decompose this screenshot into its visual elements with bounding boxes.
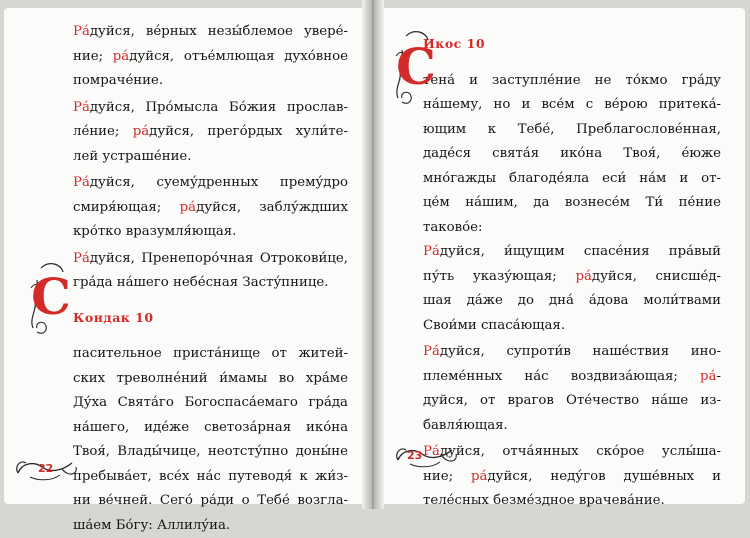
text-line: Ра́дуйся, отча́янных ско́рое услы́ша- bbox=[423, 440, 721, 465]
text-line: мно́гажды благоде́яла еси́ на́м и от- bbox=[423, 167, 721, 192]
text-line: теле́сных безме́здное врачева́ние. bbox=[423, 489, 721, 514]
text-line: помраче́ние. bbox=[73, 69, 348, 94]
right-text-column bbox=[423, 26, 721, 516]
text-line: пребыва́ет, все́х на́с путеводя́ к жи́з- bbox=[73, 465, 348, 490]
paragraph bbox=[423, 240, 721, 338]
text-line: бавля́ющая. bbox=[423, 414, 721, 439]
text-line: ле́ние; ра́дуйся, прего́рдых хули́те- bbox=[73, 120, 348, 145]
text-line: ша́ем Бо́гу: Аллилу́иа. bbox=[73, 514, 348, 538]
text-line: Ра́дуйся, Про́мысла Бо́жия прослав- bbox=[73, 96, 348, 121]
left-text-column bbox=[73, 20, 348, 538]
text-line: ние; ра́дуйся, неду́гов душе́вных и bbox=[423, 465, 721, 490]
paragraph bbox=[73, 171, 348, 245]
text-line: пу́ть указу́ющая; ра́дуйся, снисше́д- bbox=[423, 265, 721, 290]
text-line: ских треволне́ний и́мамы во хра́ме bbox=[73, 367, 348, 392]
text-line: на́шему, но и все́м с ве́рою притека́- bbox=[423, 93, 721, 118]
text-line: Ду́ха Свята́го Богоспаса́емаго гра́да bbox=[73, 391, 348, 416]
text-line: тена́ и заступле́ние не то́кмо гра́ду bbox=[423, 69, 721, 94]
ornamental-initial-icon bbox=[27, 258, 71, 338]
text-line: шая да́же до дна́ а́дова моли́твами bbox=[423, 289, 721, 314]
text-line: Свои́ми спаса́ющая. bbox=[423, 314, 721, 339]
page-number-left: 22 bbox=[38, 462, 53, 475]
ikos-dropcap: С bbox=[396, 37, 436, 96]
text-line: даде́ся свята́я ико́на Твоя́, е́юже bbox=[423, 142, 721, 167]
text-line: ющим к Тебе́, Преблагослове́нная, bbox=[423, 118, 721, 143]
text-line: дуйся, от врагов Оте́чество на́ше из- bbox=[423, 389, 721, 414]
page-number-right: 23 bbox=[407, 449, 422, 462]
text-line: ни ве́чней. Сего́ ра́ди о Тебе́ возглa- bbox=[73, 489, 348, 514]
text-line: Ра́дуйся, супроти́в наше́ствия ино- bbox=[423, 340, 721, 365]
paragraph bbox=[73, 247, 348, 296]
paragraph bbox=[73, 96, 348, 170]
text-line: племе́нных на́с воздвиза́ющая; ра́- bbox=[423, 365, 721, 390]
text-line: таково́е: bbox=[423, 216, 721, 241]
text-line: ние; ра́дуйся, отъе́млющая духо́вное bbox=[73, 45, 348, 70]
text-line: гра́да на́шего небе́сная Засту́пнице. bbox=[73, 271, 348, 296]
text-line: пасительное приста́нище от житей- bbox=[73, 342, 348, 367]
text-line: Твоя́, Влады́чице, неотсту́пно доны́не bbox=[73, 440, 348, 465]
paragraph bbox=[423, 440, 721, 514]
text-line: кро́тко вразумля́ющая. bbox=[73, 220, 348, 245]
paragraph bbox=[73, 20, 348, 94]
kondak-dropcap: С bbox=[31, 267, 71, 326]
text-line: Ра́дуйся, Пренепоро́чная Отрокови́це, bbox=[73, 247, 348, 272]
text-line: смиря́ющая; ра́дуйся, заблу́ждших bbox=[73, 196, 348, 221]
ikos-body bbox=[423, 69, 721, 241]
kondak-heading: Кондак 10 bbox=[73, 306, 348, 331]
ikos-heading: Икос 10 bbox=[423, 32, 721, 57]
text-line: Ра́дуйся, и́щущим спасе́ния пра́вый bbox=[423, 240, 721, 265]
left-chairetismoi bbox=[73, 20, 348, 296]
text-line: Ра́дуйся, суему́дренных прему́дро bbox=[73, 171, 348, 196]
right-chairetismoi bbox=[423, 240, 721, 514]
ornamental-initial-icon bbox=[392, 26, 436, 106]
text-line: лей устраше́ние. bbox=[73, 145, 348, 170]
text-line: це́м на́шим, да вознесе́м Ти́ пе́ние bbox=[423, 191, 721, 216]
paragraph bbox=[423, 340, 721, 438]
text-line: Ра́дуйся, ве́рных незы́блемое увере́- bbox=[73, 20, 348, 45]
book-gutter bbox=[362, 0, 384, 509]
text-line: на́шего, иде́же светоза́рная ико́на bbox=[73, 416, 348, 441]
floral-flourish-icon bbox=[392, 430, 462, 470]
